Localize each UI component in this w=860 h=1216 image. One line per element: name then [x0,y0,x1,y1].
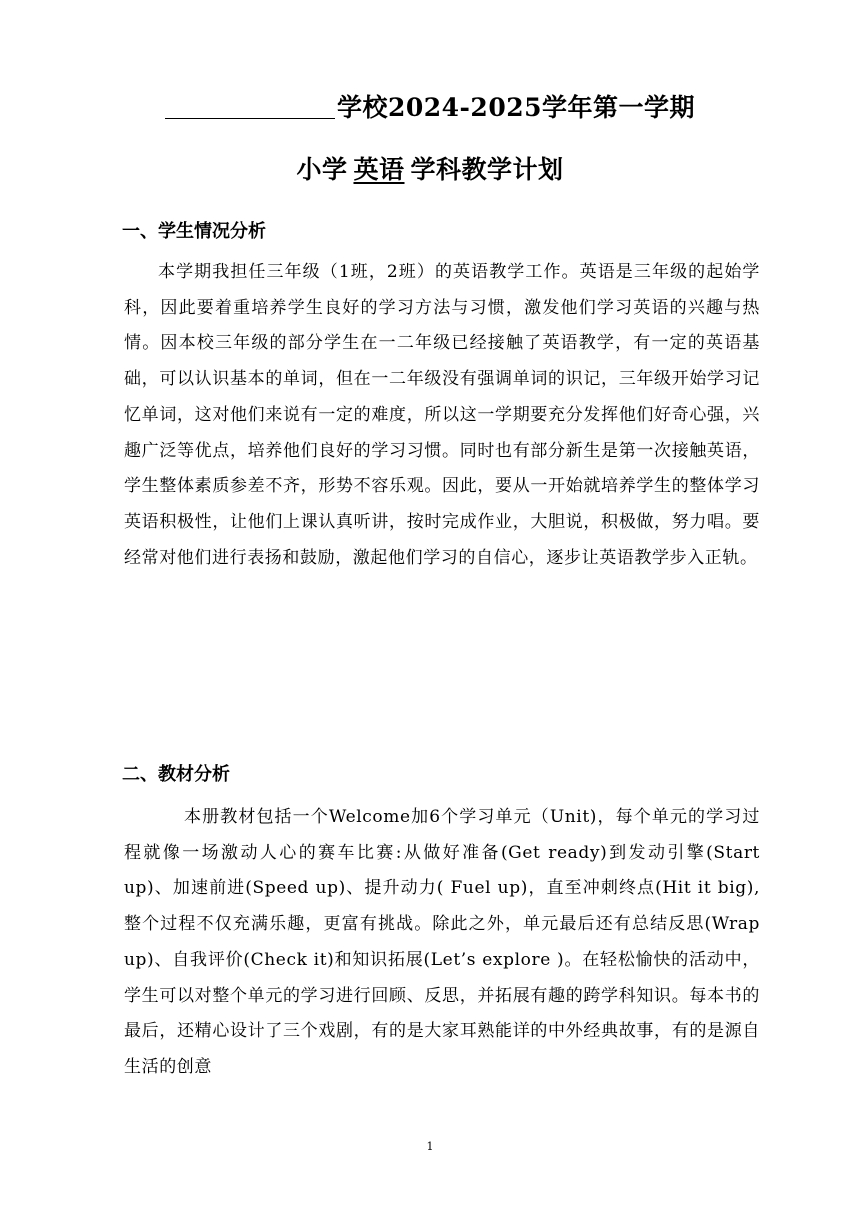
school-name-blank [165,96,335,119]
document-title [0,88,860,124]
section1-paragraph: 本学期我担任三年级（1班，2班）的英语教学工作。英语是三年级的起始学科，因此要着重培养学生良好的学习方法与习惯，激发他们学习英语的兴趣与热情。因本校三年级的部分学生在一二年级已经接触了英语教学，有一定的英语基础，可以认识基本的单词，但在一二年级没有强调单词的识记，三年级开始学习记忆单词，这对他们来说有一定的难度，所以这一学期要充分发挥他们好奇心强，兴趣广泛等优点，培养他们良好的学习习惯。同时也有部分新生是第一次接触英语，学生整体素质参差不齐，形势不容乐观。因此，要从一开始就培养学生的整体学习英语积极性，让他们上课认真听讲，按时完成作业，大胆说，积极做，努力唱。要经常对他们进行表扬和鼓励，激起他们学习的自信心，逐步让英语教学步入正轨。 [124,262,760,568]
page-number: 1 [426,1140,434,1153]
title-line1-text: 学校2024-2025学年第一学期 [336,93,696,122]
document-subtitle [0,150,860,186]
section1-heading: 一、学生情况分析 [122,221,266,242]
subtitle-prefix: 小学 [296,155,348,184]
subject-name: 英语 [353,155,405,184]
subtitle-suffix: 学科教学计划 [410,155,564,184]
section2-paragraph: 本册教材包括一个Welcome加6个学习单元（Unit)，每个单元的学习过程就像一场激动人心的赛车比赛:从做好准备(Get ready)到发动引擎(Start up)、加速前进(Speed up)、提升动力( Fuel up)，直至冲刺终点(Hit it big),整个过程不仅充满乐趣，更富有挑战。除此之外，单元最后还有总结反思(Wrap up)、自我评价(Check it)和知识拓展(Let’s explore )。在轻松愉快的活动中，学生可以对整个单元的学习进行回顾、反思，并拓展有趣的跨学科知识。每本书的最后，还精心设计了三个戏剧，有的是大家耳熟能详的中外经典故事，有的是源自生活的创意 [124,807,760,1077]
section2-heading: 二、教材分析 [122,764,230,785]
